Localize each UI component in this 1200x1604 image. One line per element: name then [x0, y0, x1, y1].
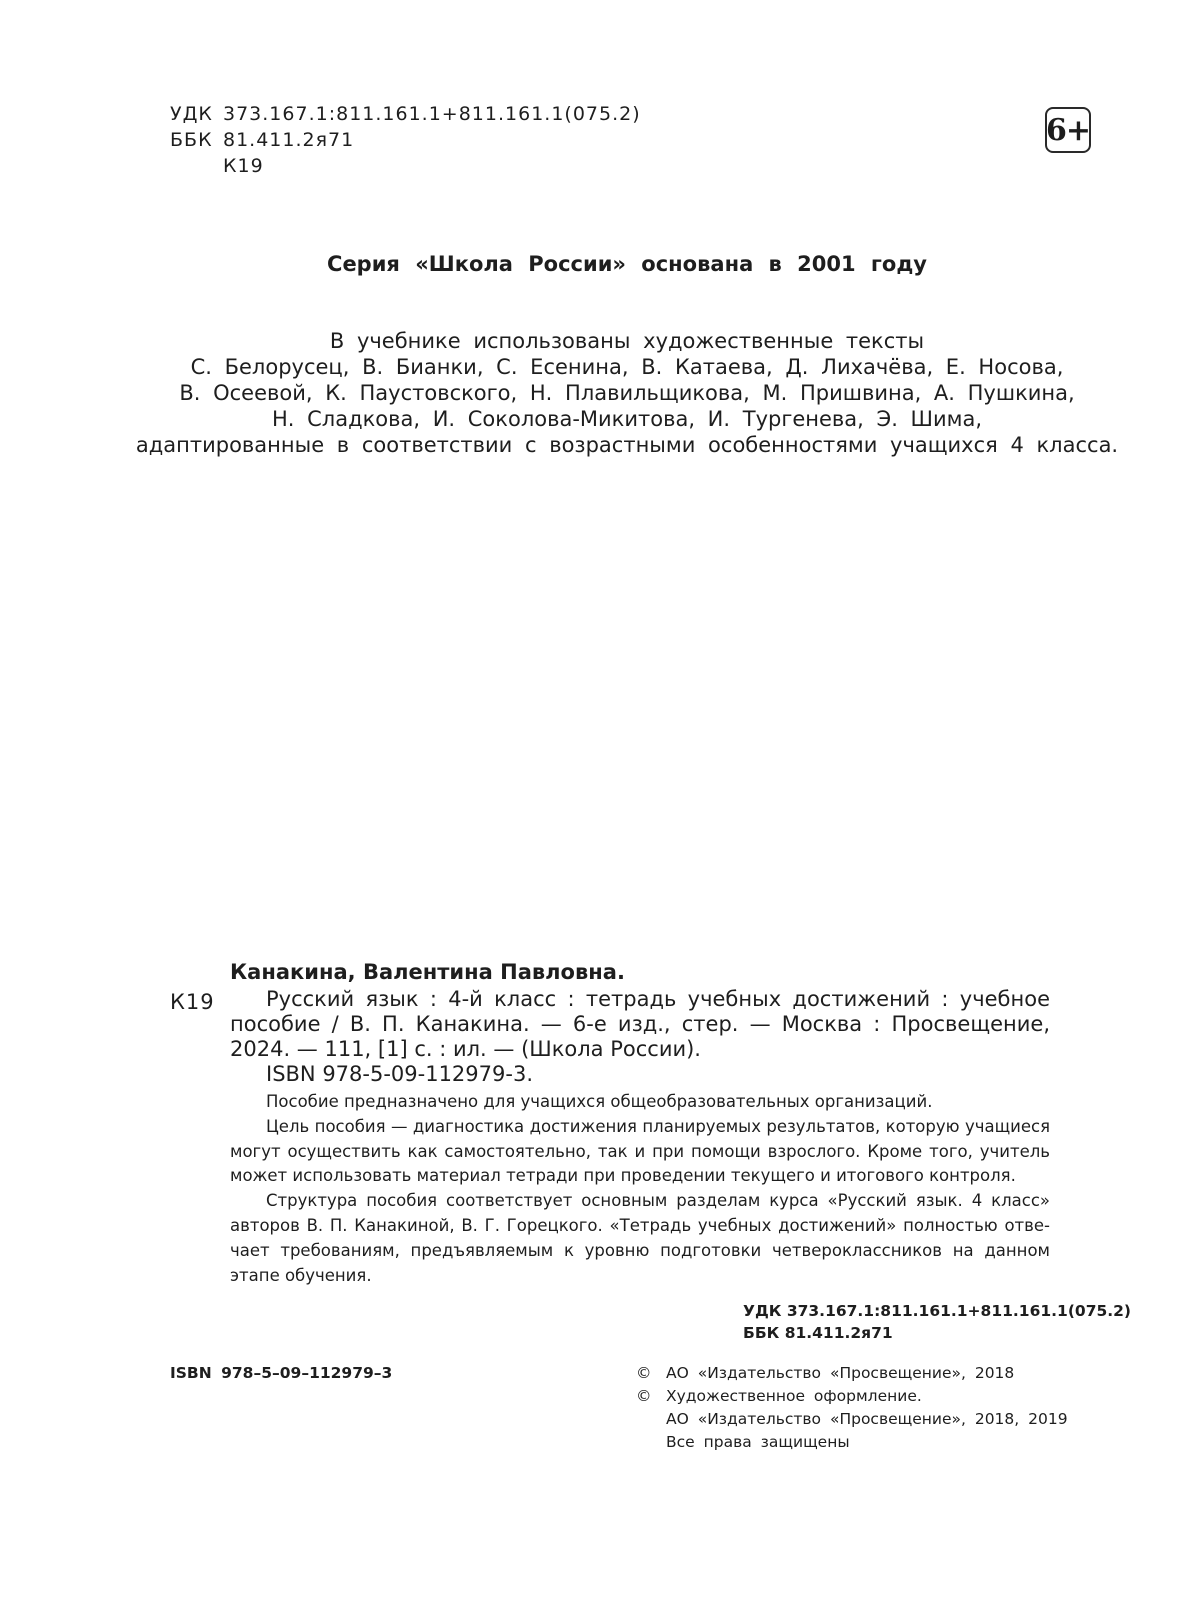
bbk-label: ББК	[170, 129, 213, 151]
copyright-line: АО «Издательство «Просвещение», 2018, 2019	[666, 1410, 1068, 1428]
classification-block	[743, 1300, 1131, 1344]
catalog-description	[230, 987, 1050, 1087]
annotation-line: чает требованиям, предъявляемым к уровню подготовки четвероклассников на данном	[230, 1240, 1050, 1260]
copyright-line: Художественное оформление.	[666, 1387, 922, 1405]
classification-bbk: ББК 81.411.2я71	[743, 1324, 893, 1342]
annotation-line: авторов В. П. Канакиной, В. Г. Горецкого. «Тетрадь учебных достижений» полностью отве-	[230, 1215, 1050, 1235]
classification-udk: УДК 373.167.1:811.161.1+811.161.1(075.2)	[743, 1302, 1132, 1320]
udk-value: 373.167.1:811.161.1+811.161.1(075.2)	[223, 103, 641, 125]
bbk-value: 81.411.2я71	[223, 129, 355, 151]
series-note: Серия «Школа России» основана в 2001 году	[327, 252, 927, 276]
catalog-author: Канакина, Валентина Павловна.	[230, 960, 625, 984]
catalog-mark: К19	[170, 990, 215, 1014]
annotation-line: Структура пособия соответствует основным разделам курса «Русский язык. 4 класс»	[266, 1191, 1050, 1211]
authors-line: С. Белорусец, В. Бианки, С. Есенина, В. Катаева, Д. Лихачёва, Е. Носова,	[190, 355, 1064, 379]
udk-label: УДК	[170, 103, 213, 125]
copyright-line: Все права защищены	[666, 1433, 850, 1451]
catalog-line: 2024. — 111, [1] с. : ил. — (Школа России).	[230, 1037, 701, 1061]
authors-line: В учебнике использованы художественные тексты	[329, 329, 925, 353]
age-rating-badge: 6+	[1045, 107, 1091, 153]
author-mark: К19	[223, 155, 264, 177]
copyright-line: АО «Издательство «Просвещение», 2018	[666, 1364, 1015, 1382]
authors-line: Н. Сладкова, И. Соколова-Микитова, И. Тургенева, Э. Шима,	[271, 407, 983, 431]
authors-line: адаптированные в соответствии с возрастными особенностями учащихся 4 класса.	[135, 433, 1119, 457]
authors-line: В. Осеевой, К. Паустовского, Н. Плавильщикова, М. Пришвина, А. Пушкина,	[179, 381, 1075, 405]
annotation-line: может использовать материал тетради при проведении текущего и итогового контроля.	[230, 1166, 1016, 1186]
catalog-isbn: ISBN 978-5-09-112979-3.	[266, 1062, 533, 1086]
isbn: ISBN 978–5–09–112979–3	[170, 1364, 393, 1382]
annotation-line: Цель пособия — диагностика достижения планируемых результатов, которую учащиеся	[266, 1116, 1050, 1136]
copyright-block	[636, 1362, 1068, 1454]
copyright-symbol: ©	[636, 1387, 652, 1405]
annotation-line: этапе обучения.	[230, 1265, 372, 1285]
authors-note	[0, 328, 1200, 458]
annotation-line: могут осуществить как самостоятельно, так и при помощи взрослого. Кроме того, учитель	[230, 1141, 1050, 1161]
catalog-annotation	[230, 1090, 1050, 1288]
catalog-line: пособие / В. П. Канакина. — 6-е изд., стер. — Москва : Просвещение,	[230, 1012, 1050, 1036]
catalog-line: Русский язык : 4-й класс : тетрадь учебных достижений : учебное	[266, 987, 1050, 1011]
copyright-symbol: ©	[636, 1364, 652, 1382]
annotation-line: Пособие предназначено для учащихся общеобразовательных организаций.	[266, 1092, 933, 1111]
